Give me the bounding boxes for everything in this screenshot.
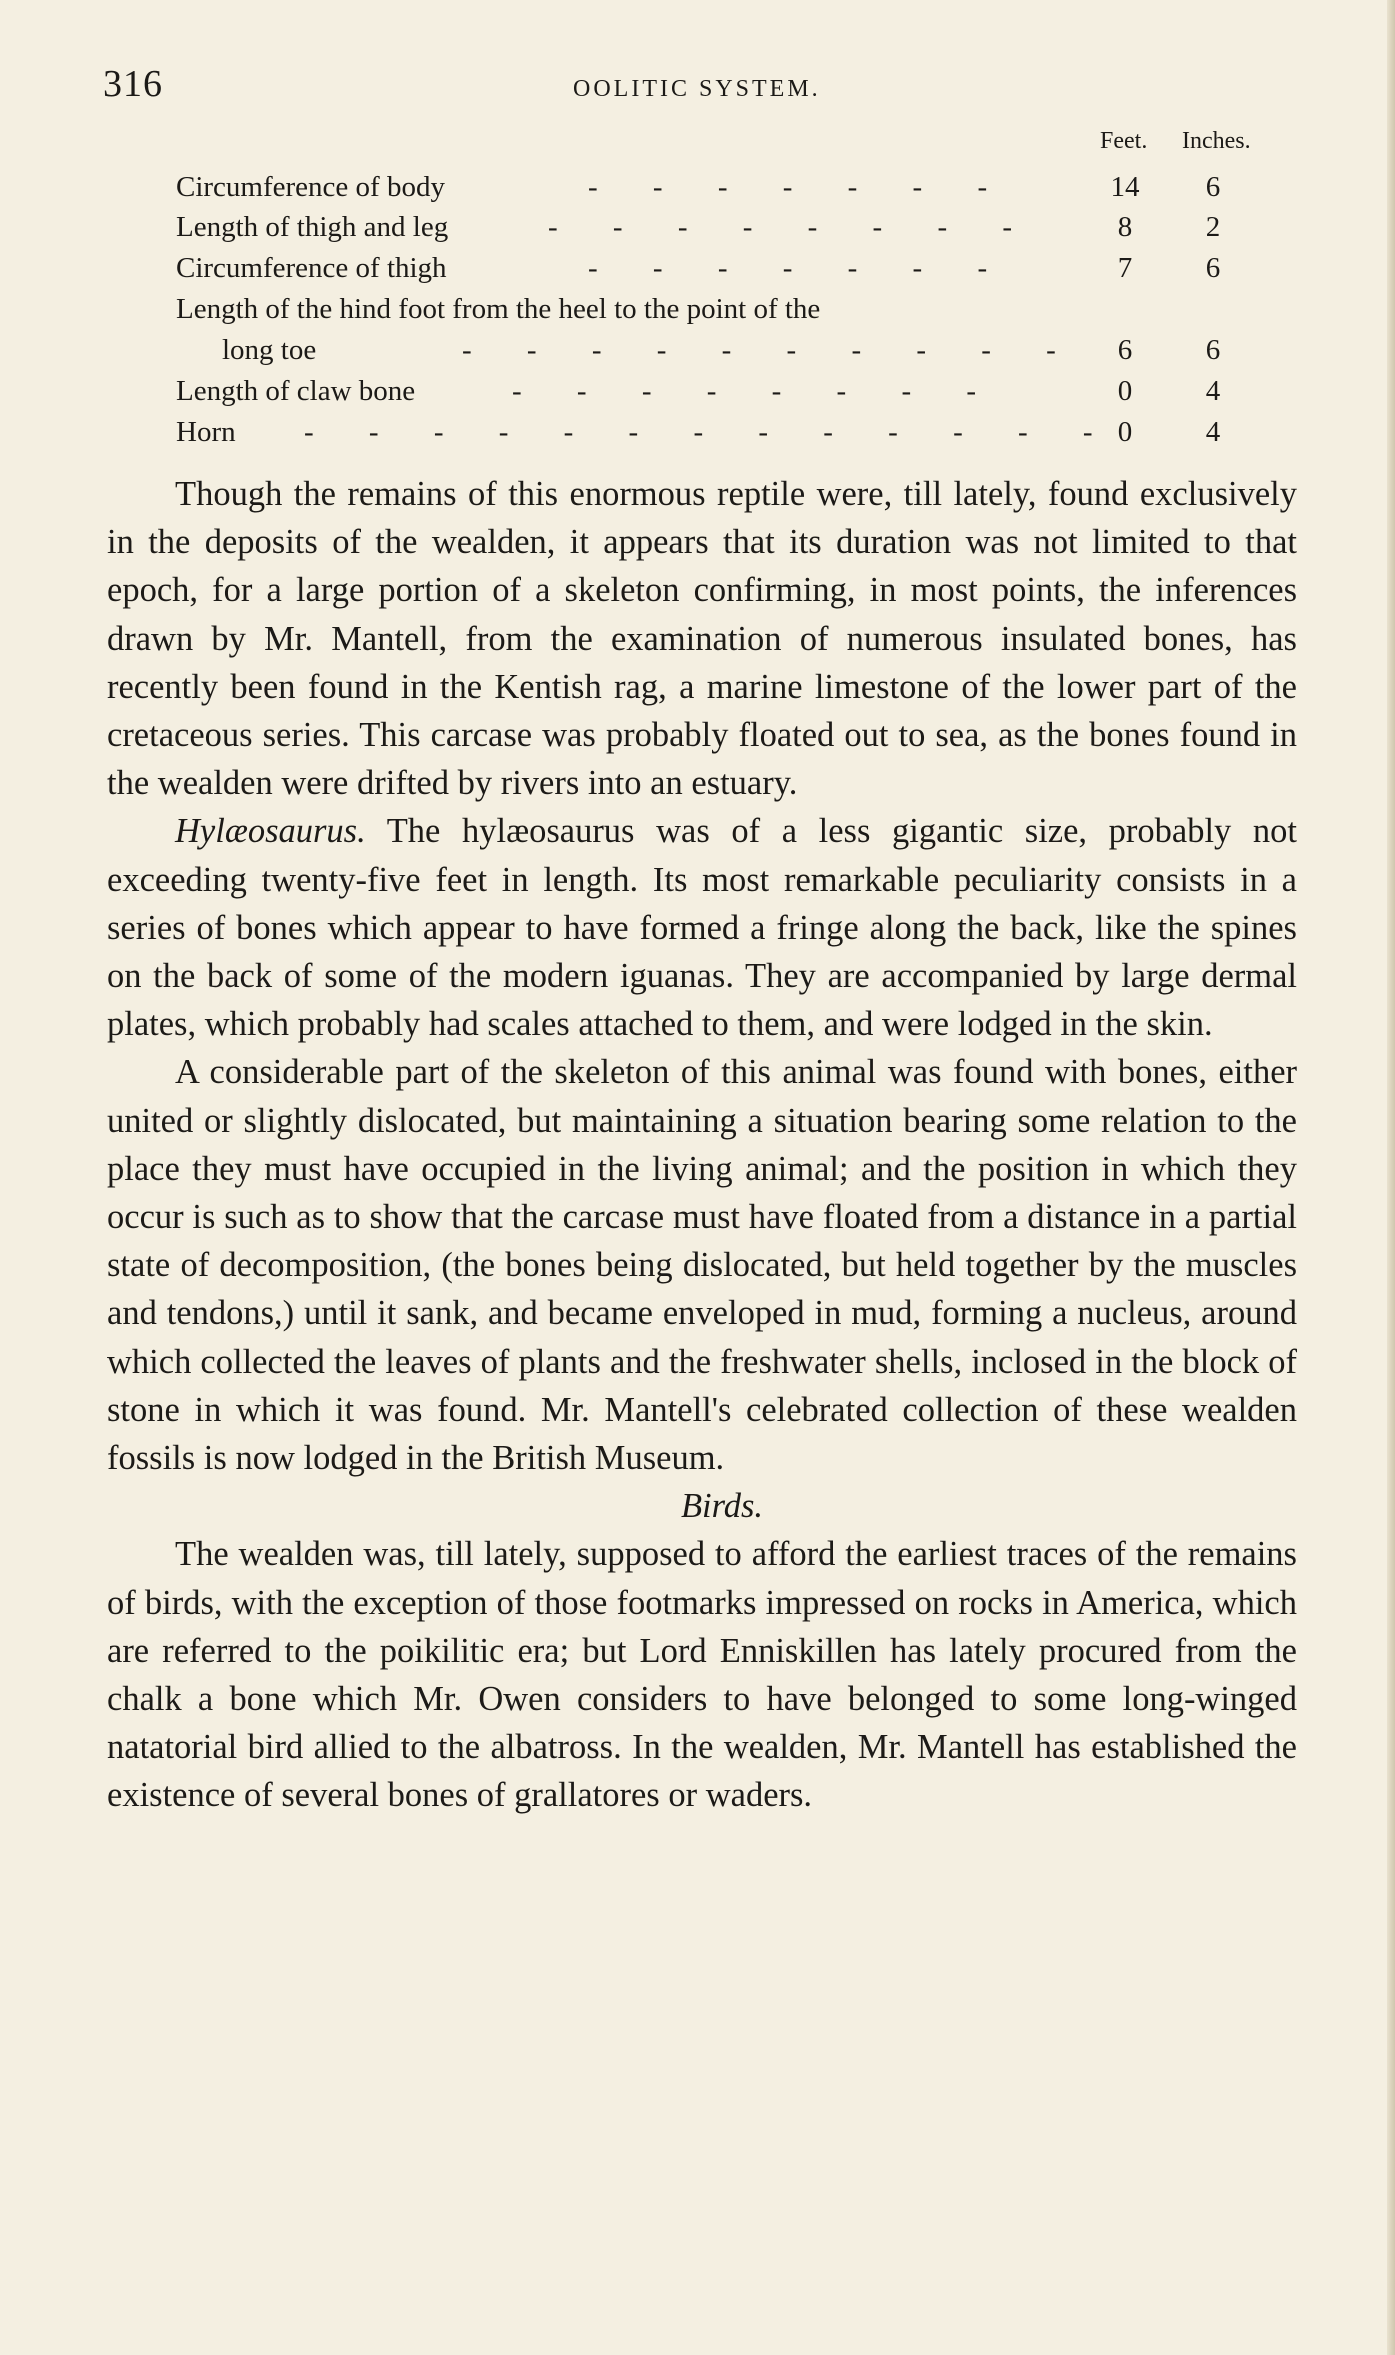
paragraph-text: The hylæosaurus was of a less gigantic size, probably not exceeding twenty-five feet in length. Its most remarkable peculiarity consists in a series of bones which appear to have formed a fringe along the back, like the spines on the back of some of the modern iguanas. They are accompanied by large dermal plates, which probably had scales attached to them, and were lodged in the skin. [107, 812, 1297, 1044]
paragraph: A considerable part of the skeleton of this animal was found with bones, either united or slightly dislocated, but maintaining a situation bearing some relation to the place they must have occupied in the living animal; and the position in which they occur is such as to show that the carcase must have floated from a distance in a partial state of decomposition, (the bones being dislocated, but held together by the muscles and tendons,) until it sank, and became enveloped in mud, forming a nucleus, around which collected the leaves of plants and the freshwater shells, inclosed in the block of stone in which it was found. Mr. Mantell's celebrated collection of these wealden fossils is now lodged in the British Museum. [107, 1053, 1297, 1478]
measurement-inches: 6 [1205, 252, 1221, 284]
section-heading: Birds. [680, 1487, 764, 1526]
measurement-label: Horn [176, 416, 236, 448]
column-header-inches: Inches. [1182, 128, 1251, 154]
paragraph [107, 807, 1297, 1048]
page-edge [1387, 0, 1395, 2355]
measurement-row [176, 211, 1286, 251]
dot-leader: - - - - - - - [588, 171, 1012, 203]
measurement-row [176, 334, 1286, 374]
measurement-table-header [1100, 128, 1300, 164]
measurement-label: Length of thigh and leg [176, 211, 449, 243]
dot-leader: - - - - - - - - - - - - - [304, 416, 1117, 448]
measurement-row [176, 293, 1286, 333]
measurement-feet: 7 [1117, 252, 1133, 284]
running-title: OOLITIC SYSTEM. [573, 76, 821, 102]
dot-leader: - - - - - - - [588, 252, 1012, 284]
genus-term: Hylæosaurus. [175, 812, 366, 851]
measurement-feet: 6 [1117, 334, 1133, 366]
measurement-inches: 2 [1205, 211, 1221, 243]
paragraph: Though the remains of this enormous reptile were, till lately, found exclusively in the deposits of the wealden, it appears that its duration was not limited to that epoch, for a large portion of a skeleton confirming, in most points, the inferences drawn by Mr. Mantell, from the examination of numerous insulated bones, has recently been found in the Kentish rag, a marine limestone of the lower part of the cretaceous series. This carcase was probably floated out to sea, as the bones found in the wealden were drifted by rivers into an estuary. [107, 475, 1297, 803]
measurement-inches: 6 [1205, 171, 1221, 203]
measurement-inches: 4 [1205, 375, 1221, 407]
measurement-row [176, 171, 1286, 211]
measurement-feet: 8 [1117, 211, 1133, 243]
measurement-label: long toe [222, 334, 317, 366]
dot-leader: - - - - - - - - [512, 375, 1001, 407]
paragraph: The wealden was, till lately, supposed to afford the earliest traces of the remains of birds, with the exception of those footmarks impressed on rocks in America, which are referred to the poikilitic era; but Lord Enniskillen has lately procured from the chalk a bone which Mr. Owen considers to have belonged to some long-winged natatorial bird allied to the albatross. In the wealden, Mr. Mantell has established the existence of several bones of grallatores or waders. [107, 1535, 1297, 1815]
measurement-feet: 0 [1117, 375, 1133, 407]
measurement-inches: 6 [1205, 334, 1221, 366]
measurement-label: Length of the hind foot from the heel to the point of the [176, 293, 821, 325]
measurement-feet: 0 [1117, 416, 1133, 448]
measurement-row [176, 416, 1286, 456]
dot-leader: - - - - - - - - - - [462, 334, 1080, 366]
running-head [103, 62, 1295, 110]
measurement-label: Length of claw bone [176, 375, 416, 407]
page-number: 316 [103, 63, 163, 105]
body-text [107, 470, 1297, 1820]
measurement-inches: 4 [1205, 416, 1221, 448]
measurement-row [176, 375, 1286, 415]
dot-leader: - - - - - - - - [548, 211, 1037, 243]
measurement-label: Circumference of thigh [176, 252, 447, 284]
measurement-feet: 14 [1110, 171, 1140, 203]
column-header-feet: Feet. [1100, 128, 1148, 154]
measurement-label: Circumference of body [176, 171, 445, 203]
measurement-row [176, 252, 1286, 292]
